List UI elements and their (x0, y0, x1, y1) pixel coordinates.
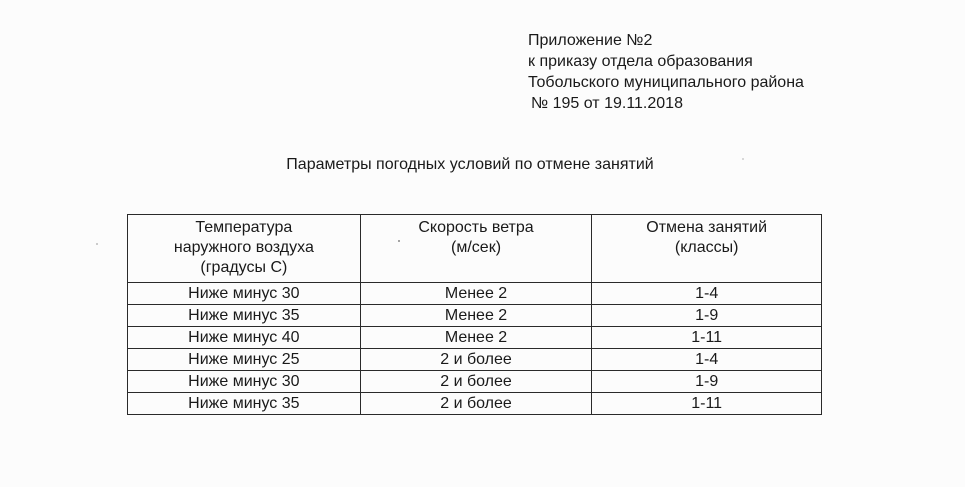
cell-temperature: Ниже минус 35 (128, 393, 361, 415)
cell-temperature: Ниже минус 30 (128, 371, 361, 393)
header-wind-line-2: (м/сек) (451, 239, 502, 256)
table-row (128, 393, 822, 415)
appendix-line-4: № 195 от 19.11.2018 (531, 95, 683, 112)
cell-temperature: Ниже минус 30 (128, 283, 361, 305)
header-temperature-line-2: наружного воздуха (173, 239, 314, 256)
table-row (128, 371, 822, 393)
cell-grades: 1-11 (592, 393, 822, 415)
header-cancel-line-1: Отмена занятий (646, 219, 768, 236)
appendix-line-1: Приложение №2 (528, 32, 653, 49)
table-row (128, 305, 822, 327)
table-row (128, 327, 822, 349)
cell-grades: 1-4 (592, 283, 822, 305)
cell-temperature: Ниже минус 25 (128, 349, 361, 371)
cell-grades: 1-11 (592, 327, 822, 349)
header-wind-line-1: Скорость ветра (418, 219, 534, 236)
cell-grades: 1-9 (592, 371, 822, 393)
cell-wind-speed: Менее 2 (360, 327, 592, 349)
cell-grades: 1-9 (592, 305, 822, 327)
cell-wind-speed: 2 и более (360, 349, 592, 371)
table-row (128, 283, 822, 305)
header-wind-speed (360, 215, 592, 283)
header-temperature-line-3: (градусы С) (200, 259, 288, 276)
scan-speck (96, 243, 98, 245)
table-row (128, 349, 822, 371)
scan-speck (398, 240, 400, 242)
cell-temperature: Ниже минус 35 (128, 305, 361, 327)
appendix-line-2: к приказу отдела образования (528, 53, 753, 70)
cell-grades: 1-4 (592, 349, 822, 371)
table-header-row (128, 215, 822, 283)
weather-parameters-table (127, 214, 822, 415)
header-temperature (128, 215, 361, 283)
appendix-line-3: Тобольского муниципального района (528, 74, 804, 91)
appendix-header (528, 30, 804, 114)
document-title: Параметры погодных условий по отмене занятий (286, 156, 654, 173)
header-cancel-line-2: (классы) (674, 239, 739, 256)
cell-wind-speed: 2 и более (360, 371, 592, 393)
header-cancellation (592, 215, 822, 283)
cell-wind-speed: Менее 2 (360, 305, 592, 327)
cell-wind-speed: 2 и более (360, 393, 592, 415)
cell-wind-speed: Менее 2 (360, 283, 592, 305)
header-temperature-line-1: Температура (195, 219, 293, 236)
cell-temperature: Ниже минус 40 (128, 327, 361, 349)
scan-speck (742, 158, 744, 160)
